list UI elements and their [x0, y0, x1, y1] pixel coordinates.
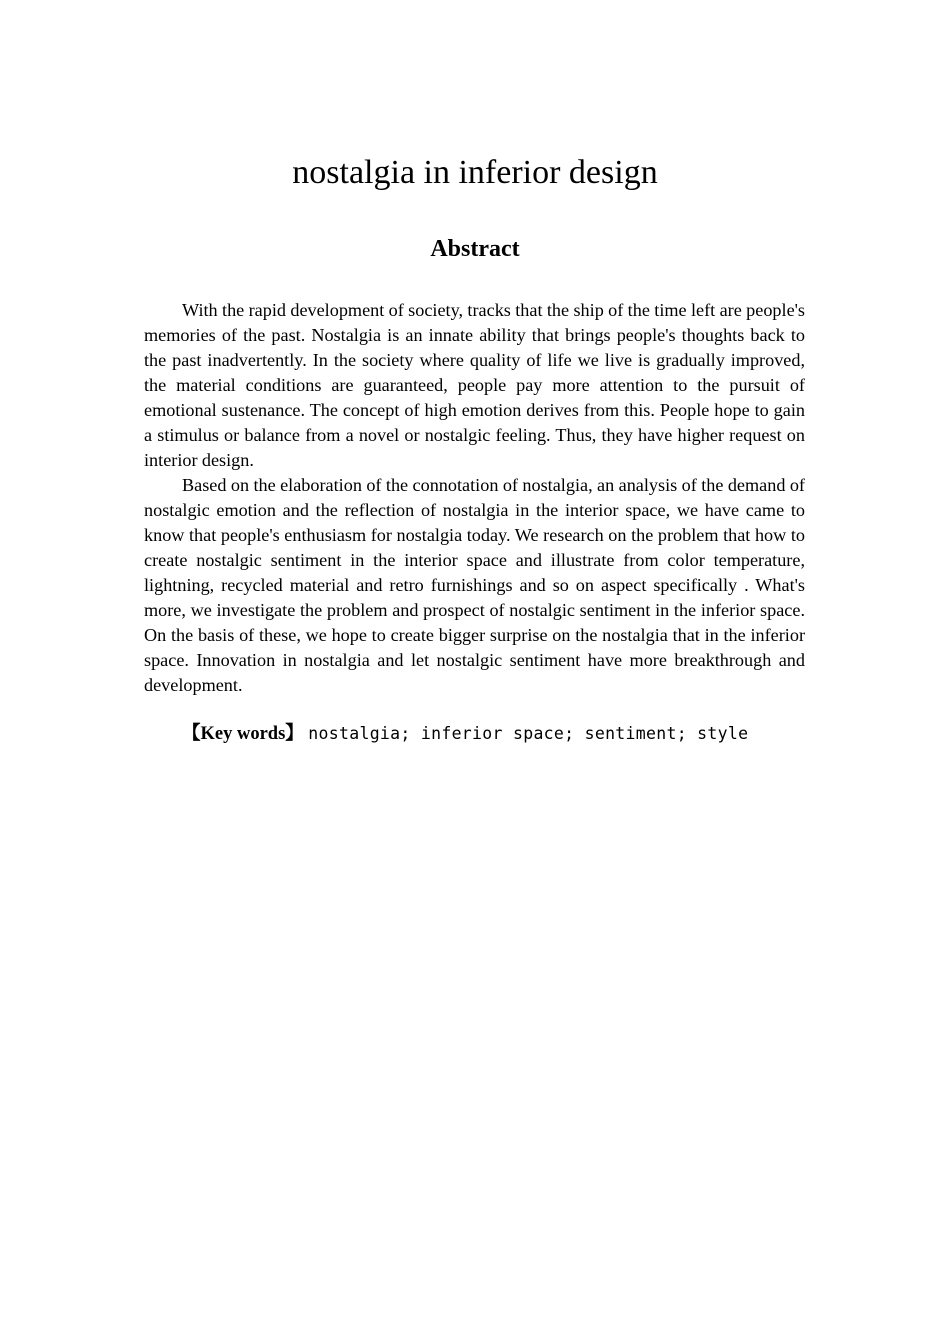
keywords-line [144, 721, 805, 747]
document-title: nostalgia in inferior design [292, 154, 658, 191]
abstract-body [144, 298, 805, 747]
abstract-paragraph-2: Based on the elaboration of the connotation of nostalgia, an analysis of the demand of nostalgic emotion and the reflection of nostalgia in the interior space, we have came to know that people's enthusiasm for nostalgia today. We research on the problem that how to create nostalgic sentiment in the interior space and illustrate from color temperature, lightning, recycled material and retro furnishings and so on aspect specifically . What's more, we investigate the problem and prospect of nostalgic sentiment in the inferior space. On the basis of these, we hope to create bigger surprise on the nostalgia that in the inferior space. Innovation in nostalgia and let nostalgic sentiment have more breakthrough and development. [144, 475, 805, 695]
keywords-values: nostalgia; inferior space; sentiment; style [308, 724, 749, 743]
abstract-paragraph-1: With the rapid development of society, tracks that the ship of the time left are people's memories of the past. Nostalgia is an innate ability that brings people's thoughts back to the past inadvertently. In the society where quality of life we live is gradually improved, the material conditions are guaranteed, people pay more attention to the pursuit of emotional sustenance. The concept of high emotion derives from this. People hope to gain a stimulus or balance from a novel or nostalgic feeling. Thus, they have higher request on interior design. [144, 300, 805, 470]
abstract-heading: Abstract [430, 236, 520, 262]
keywords-label: 【Key words】 [182, 724, 304, 744]
